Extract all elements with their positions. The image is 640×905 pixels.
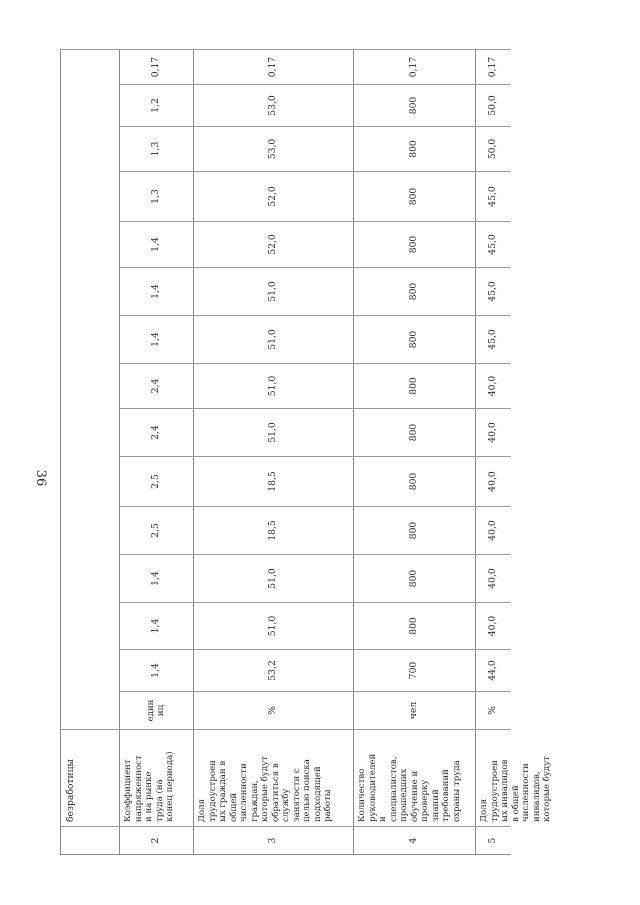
value-cell: 51,0 <box>193 408 353 456</box>
indicators-table <box>60 50 552 855</box>
value-cell: 0,17 <box>475 49 511 84</box>
value-cell: 0,17 <box>119 49 193 84</box>
label-line: проверку <box>420 779 430 822</box>
value-cell: 45,0 <box>475 267 511 315</box>
value-cell: 800 <box>353 554 475 602</box>
value-cell: 45,0 <box>475 171 511 221</box>
value-cell: 40,0 <box>475 408 511 456</box>
label-line: трудоустроен <box>207 760 218 822</box>
label-line: Доля <box>197 798 207 822</box>
label-line: численности <box>239 763 249 822</box>
label-line: численности <box>521 763 531 822</box>
unit-cell: чел <box>353 691 475 729</box>
continued-label-cell <box>61 729 119 826</box>
row-number: 5 <box>475 826 511 854</box>
value-cell: 51,0 <box>193 267 353 315</box>
value-cell: 700 <box>353 649 475 691</box>
value-cell: 45,0 <box>475 315 511 363</box>
value-cell: 2,5 <box>119 506 193 554</box>
value-cell: 0,17 <box>353 49 475 84</box>
value-cell: 800 <box>353 315 475 363</box>
label-line: трудоустроен <box>489 760 500 822</box>
value-cell: 50,0 <box>475 126 511 171</box>
table-row-3 <box>193 49 354 854</box>
value-cell: 1,4 <box>119 221 193 267</box>
indicator-label <box>119 729 193 826</box>
value-cell: 800 <box>353 171 475 221</box>
label-line: которые будут <box>542 756 552 822</box>
value-cell: 800 <box>353 267 475 315</box>
row-number: 3 <box>193 826 353 854</box>
label-line: руководителей <box>367 753 378 822</box>
value-cell: 52,0 <box>193 221 353 267</box>
value-cell: 2,5 <box>119 456 193 506</box>
value-cell: 1,4 <box>119 267 193 315</box>
label-line: в общей <box>510 785 521 822</box>
label-line: прошедших <box>399 768 409 822</box>
value-cell: 51,0 <box>193 363 353 408</box>
label-line: которые будут <box>260 756 270 822</box>
value-cell: 53,2 <box>193 649 353 691</box>
table-row-continued <box>61 49 120 854</box>
table-row-5 <box>475 49 552 854</box>
unit-cell: % <box>193 691 353 729</box>
value-cell: 800 <box>353 363 475 408</box>
value-cell: 18,5 <box>193 456 353 506</box>
table-row-2 <box>119 49 194 854</box>
value-cell: 40,0 <box>475 602 511 649</box>
page-number: 36 <box>33 469 48 487</box>
label-line: и <box>378 816 388 822</box>
value-cell: 1,3 <box>119 126 193 171</box>
value-cell: 51,0 <box>193 602 353 649</box>
label-line: Доля <box>479 798 489 822</box>
label-line: знаний <box>430 789 441 822</box>
label-line: общей <box>228 792 239 822</box>
value-cell: 800 <box>353 408 475 456</box>
row-number: 2 <box>119 826 193 854</box>
indicator-label <box>475 729 552 826</box>
label-line: Коэффициент <box>123 759 133 822</box>
value-cell: 44,0 <box>475 649 511 691</box>
label-line: труда (на <box>154 779 165 822</box>
value-cell: 53,0 <box>193 84 353 126</box>
indicator-label <box>193 729 353 826</box>
label-line: требований <box>441 769 451 822</box>
value-cell: 800 <box>353 602 475 649</box>
continued-rest <box>61 49 119 729</box>
value-cell: 1,4 <box>119 554 193 602</box>
label-line: конец периода) <box>165 751 175 822</box>
value-cell: 800 <box>353 84 475 126</box>
value-cell: 40,0 <box>475 363 511 408</box>
value-cell: 1,4 <box>119 649 193 691</box>
label-line: подходящей <box>312 766 323 822</box>
label-line: занятости с <box>291 768 302 822</box>
value-cell: 1,4 <box>119 315 193 363</box>
value-cell: 800 <box>353 221 475 267</box>
table-grid <box>60 49 552 855</box>
value-cell: 1,2 <box>119 84 193 126</box>
table-row-4 <box>353 49 476 854</box>
label-line: Количество <box>357 768 367 822</box>
value-cell: 40,0 <box>475 506 511 554</box>
value-cell: 53,0 <box>193 126 353 171</box>
value-cell: 1,3 <box>119 171 193 221</box>
value-cell: 800 <box>353 506 475 554</box>
value-cell: 2,4 <box>119 408 193 456</box>
label-line: обучение и <box>409 770 420 822</box>
label-line: службу <box>281 788 291 822</box>
label-line: обратиться в <box>270 763 281 822</box>
value-cell: 800 <box>353 126 475 171</box>
value-cell: 50,0 <box>475 84 511 126</box>
unit-cell: един иц <box>119 691 193 729</box>
value-cell: 51,0 <box>193 554 353 602</box>
value-cell: 52,0 <box>193 171 353 221</box>
label-line: целью поиска <box>302 759 312 822</box>
value-cell: 18,5 <box>193 506 353 554</box>
value-cell: 40,0 <box>475 456 511 506</box>
label-line: работы <box>323 789 333 822</box>
unit-cell: % <box>475 691 511 729</box>
label-line: инвалидов, <box>531 771 542 822</box>
label-line: напряженност <box>133 755 144 822</box>
label-line: граждан, <box>249 780 260 822</box>
label-line: охраны труда <box>451 760 462 822</box>
value-cell: 0,17 <box>193 49 353 84</box>
row-number: 4 <box>353 826 475 854</box>
label-line: ых инвалидов <box>500 759 510 822</box>
label-line: ых граждан в <box>218 760 228 822</box>
label-line: и на рынке <box>144 771 154 822</box>
indicator-label <box>353 729 475 826</box>
label-line: специалистов, <box>388 756 399 822</box>
value-cell: 45,0 <box>475 221 511 267</box>
value-cell: 51,0 <box>193 315 353 363</box>
value-cell: 1,4 <box>119 602 193 649</box>
value-cell: 40,0 <box>475 554 511 602</box>
value-cell: 800 <box>353 456 475 506</box>
continued-label: безработицы <box>65 759 76 822</box>
number-cell <box>61 826 119 854</box>
value-cell: 2,4 <box>119 363 193 408</box>
